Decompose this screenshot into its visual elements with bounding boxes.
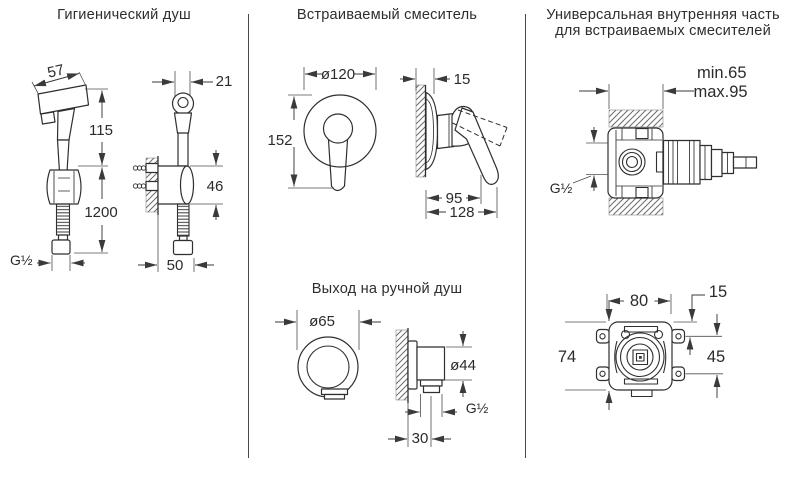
hygienic-shower-side-view — [133, 71, 232, 274]
hose-connector-side — [174, 241, 193, 255]
wall-hatch-mixer — [416, 85, 426, 177]
wall-hatch-outlet — [396, 330, 408, 400]
section-title-hygienic-shower: Гигиенический душ — [57, 7, 191, 23]
dim-plate-diameter-label: ø120 — [320, 66, 356, 83]
dim-outlet-thread-label: G½ — [465, 400, 489, 416]
mixer-side-view — [400, 68, 507, 221]
wall-holder-block — [158, 166, 194, 204]
outlet-spout-side — [421, 380, 443, 386]
shower-hose-side — [178, 204, 190, 236]
mixer-front-view — [267, 66, 376, 191]
dim-outlet-offset-label: 30 — [411, 430, 429, 447]
dim-head-width-label: 57 — [45, 61, 66, 82]
dim-outlet-diameter-label: ø65 — [309, 313, 335, 330]
outlet-spout-front — [322, 389, 348, 395]
dim-tab-spacing-label: 45 — [706, 348, 726, 366]
section-title-universal-part-line2: для встраиваемых смесителей — [555, 23, 771, 39]
inner-part-front-view — [558, 283, 727, 410]
shower-hose — [57, 204, 70, 235]
dim-total-height-label: 152 — [267, 132, 293, 149]
valve-cartridge — [664, 141, 757, 185]
outlet-body — [417, 347, 445, 380]
dim-body-height-label: 74 — [557, 348, 577, 366]
holder-tube — [178, 133, 188, 166]
dim-hose-length-label: 1200 — [84, 204, 118, 221]
dim-head-height-label: 115 — [89, 122, 113, 139]
hygienic-shower-front-view — [10, 61, 118, 271]
dim-top-width-label: 21 — [215, 73, 233, 90]
inner-part-side-view — [550, 64, 757, 215]
dim-top-offset-label: 15 — [708, 283, 728, 301]
valve-body — [608, 128, 663, 198]
valve-center-port — [639, 356, 642, 359]
dim-depth-min-label: min.65 — [697, 64, 747, 82]
hose-neck — [59, 235, 68, 240]
section-title-built-in-mixer: Встраиваемый смеситель — [296, 7, 478, 23]
dim-body-diameter-label: ø44 — [450, 357, 476, 374]
wall-hatch-upper — [609, 110, 663, 127]
dim-inlet-thread-label: G½ — [549, 180, 573, 196]
outlet-flange — [408, 341, 417, 389]
dim-wall-offset-label: 50 — [166, 257, 184, 274]
sprayer-head — [38, 85, 89, 172]
mounting-box — [609, 322, 672, 397]
dim-depth-max-label: max.95 — [693, 83, 748, 101]
hose-neck-side — [180, 236, 188, 241]
dim-lever-reach-label: 95 — [445, 190, 463, 207]
dim-body-width-label: 80 — [629, 292, 649, 310]
wall-hatch-lower — [609, 198, 663, 215]
outlet-front-view — [275, 310, 381, 399]
mixer-plate-profile — [426, 93, 438, 170]
dim-holder-height-label: 46 — [206, 178, 224, 195]
dim-thread-label: G½ — [10, 252, 33, 268]
dim-total-depth-label: 128 — [449, 204, 475, 221]
sprayer-holder — [47, 170, 81, 204]
hose-connector — [52, 240, 70, 254]
dim-plate-depth-label: 15 — [453, 71, 471, 88]
outlet-side-view — [388, 328, 489, 447]
section-title-hand-shower-outlet: Выход на ручной душ — [311, 281, 463, 297]
sprayer-hook — [173, 93, 194, 135]
cartridge-stem — [734, 157, 757, 168]
section-title-universal-part-line1: Универсальная внутренняя часть — [546, 7, 780, 23]
mixer-lever-hub — [324, 114, 353, 143]
